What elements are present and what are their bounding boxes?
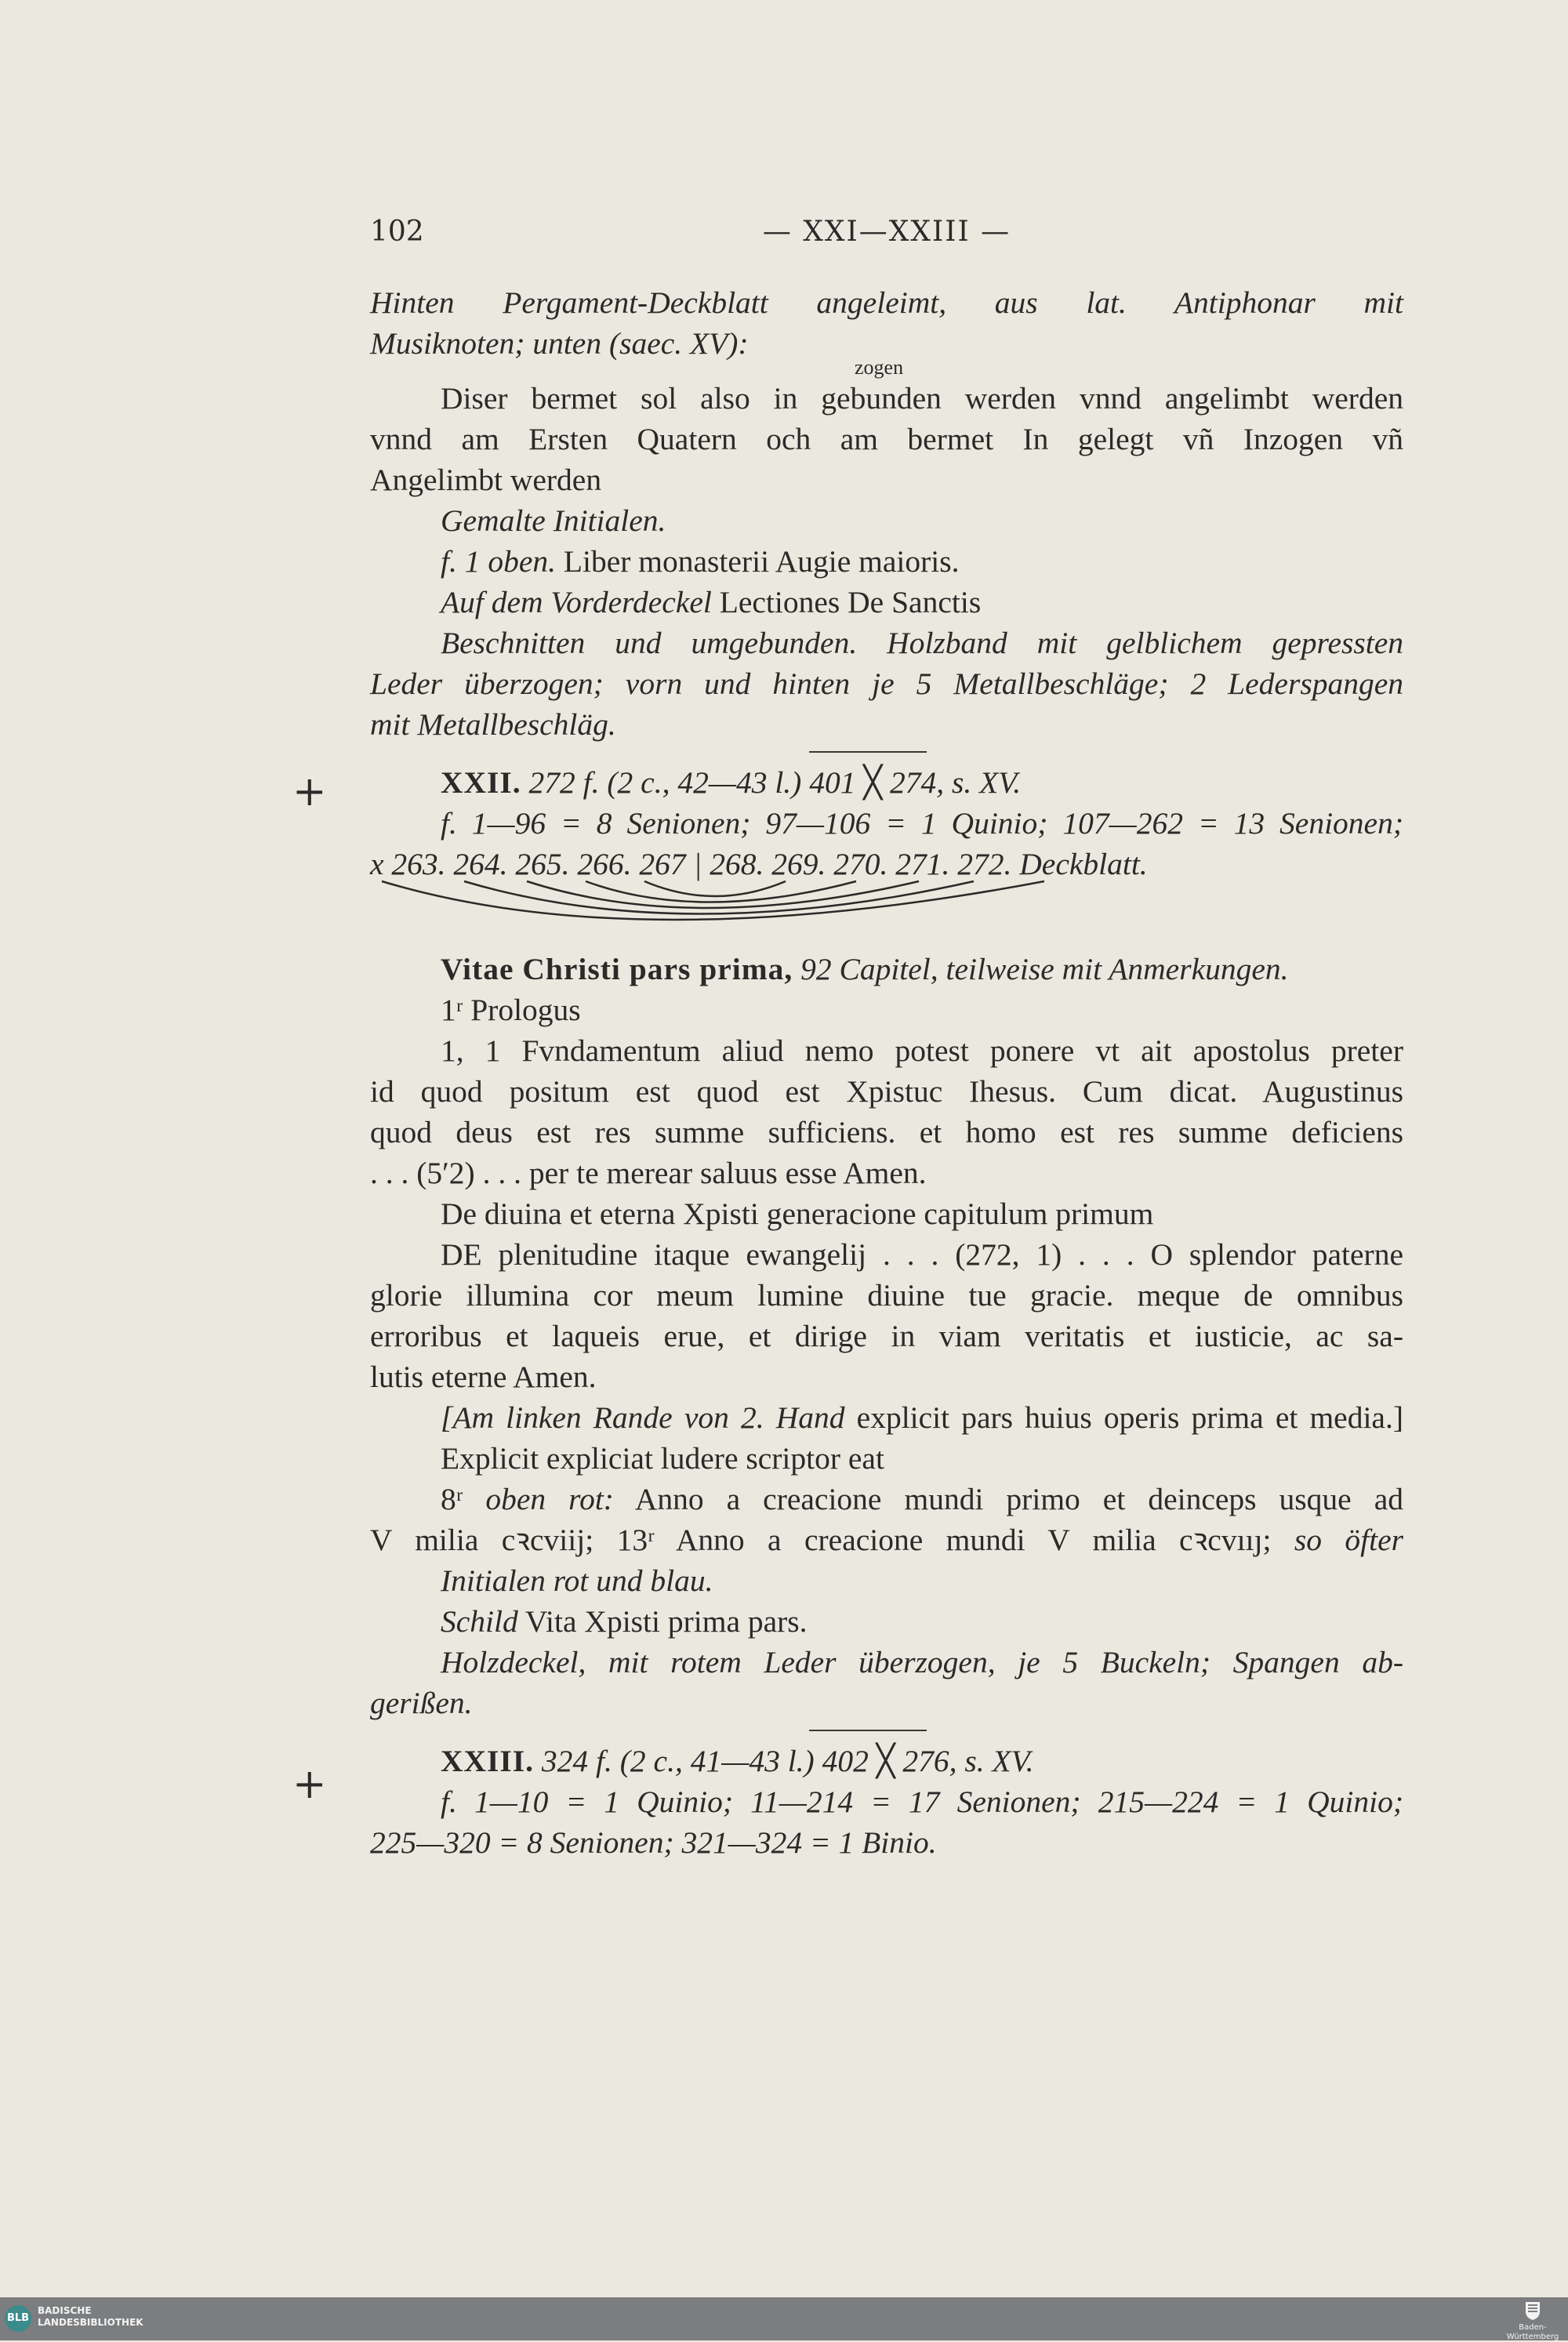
text-line: glorie illumina cor meum lumine diuine tue gracie. meque de omnibus (370, 1278, 1403, 1313)
text-span: 92 Capitel, teilweise mit Anmerkungen. (800, 952, 1289, 986)
text-line (370, 949, 1403, 989)
text-line: gerißen. (370, 1686, 473, 1720)
page-number: 102 (370, 216, 424, 248)
entry-number: XXIII. (441, 1744, 535, 1778)
text-line: Gemalte Initialen. (441, 503, 666, 538)
text-line (370, 582, 1403, 623)
text-line (370, 541, 1403, 582)
main-text (370, 282, 1403, 1863)
text-line: Initialen rot und blau. (441, 1563, 713, 1598)
entry-number: XXII. (441, 765, 521, 800)
running-title: — XXI—XXIII — (762, 216, 1011, 248)
quire-diagram (370, 880, 1295, 949)
state-name: Baden-Württemberg (1506, 2323, 1559, 2341)
text-span: Anno a creacione mundi primo et deinceps usque ad (634, 1482, 1404, 1516)
entry-heading-xxiii (370, 1741, 1403, 1781)
text-line: f. 1—10 = 1 Quinio; 11—214 = 17 Senionen; 215—224 = 1 Quinio; (441, 1785, 1403, 1819)
text-line: . . . (5ʹ2) . . . per te merear saluus esse Amen. (370, 1156, 927, 1190)
blb-logo-icon[interactable]: BLB (5, 2305, 31, 2332)
text-span: 8ʳ (441, 1482, 463, 1516)
text-line: DE plenitudine itaque ewangelij . . . (272, 1) . . . O splendor paterne (441, 1237, 1403, 1272)
text-span: V milia cꝛcviij; 13ʳ Anno a creacione mundi V milia cꝛcvııȷ; (370, 1523, 1272, 1557)
text-line: erroribus et laqueis erue, et dirige in viam veritatis et iusticie, ac sa- (370, 1319, 1403, 1353)
entry-description: 324 f. (2 c., 41—43 l.) 402 ╳ 276, s. XV. (541, 1744, 1034, 1778)
quire-arc (527, 881, 919, 908)
text-span: Vitae Christi pars prima, (441, 952, 793, 986)
text-line: Leder überzogen; vorn und hinten je 5 Metallbeschläge; 2 Lederspangen (370, 666, 1403, 701)
text-span: Liber monasterii Augie maioris. (563, 544, 960, 579)
text-line: Hinten Pergament-Deckblatt angeleimt, aus lat. Antiphonar mit (370, 285, 1403, 320)
section-divider (809, 1730, 927, 1731)
library-name-line: BADISCHE (38, 2305, 92, 2316)
text-span: explicit pars huius operis prima et media.] (856, 1400, 1403, 1435)
footer-bar (0, 2297, 1568, 2340)
entry-heading-xxii (370, 762, 1403, 803)
text-line: Holzdeckel, mit rotem Leder überzogen, je 5 Buckeln; Spangen ab- (441, 1645, 1403, 1679)
text-span: Auf dem Vorderdeckel (441, 585, 712, 619)
text-line: 1ʳ Prologus (441, 993, 581, 1027)
section-divider (809, 751, 927, 753)
text-line: lutis eterne Amen. (370, 1360, 597, 1394)
coat-of-arms-icon (1524, 2300, 1541, 2321)
text-line (370, 1397, 1403, 1438)
plus-marker: + (292, 1761, 327, 1808)
plus-marker: + (292, 768, 327, 815)
text-line: Musiknoten; unten (saec. XV): (370, 326, 749, 361)
leaf-list: x 263. 264. 265. 266. 267 | 268. 269. 270. 271. 272. Deckblatt. (370, 847, 1148, 881)
library-name (38, 2305, 143, 2329)
text-span: f. 1 oben. (441, 544, 557, 579)
page-header (370, 216, 1403, 255)
text-line: 1, 1 Fvndamentum aliud nemo potest ponere vt ait apostolus preter (441, 1033, 1403, 1068)
library-name-line: LANDESBIBLIOTHEK (38, 2317, 143, 2328)
text-line: Angelimbt werden (370, 463, 602, 497)
text-line: quod deus est res summe sufficiens. et homo est res summe deficiens (370, 1115, 1403, 1149)
text-line: mit Metallbeschläg. (370, 707, 616, 742)
text-line: Beschnitten und umgebunden. Holzband mit gelblichem gepressten (441, 626, 1403, 660)
text-span: Lectiones De Sanctis (719, 585, 982, 619)
text-span: Schild (441, 1604, 518, 1639)
text-line: De diuina et eterna Xpisti generacione capitulum primum (441, 1196, 1154, 1231)
text-line: Explicit expliciat ludere scriptor eat (441, 1441, 884, 1476)
text-span: so öfter (1294, 1523, 1403, 1557)
text-line (370, 1479, 1403, 1520)
text-span: Vita Xpisti prima pars. (524, 1604, 808, 1639)
text-line (370, 1520, 1403, 1560)
text-span: [Am linken Rande von 2. Hand (441, 1400, 845, 1435)
text-line: 225—320 = 8 Senionen; 321—324 = 1 Binio. (370, 1825, 937, 1860)
text-line (370, 1601, 1403, 1642)
entry-description: 272 f. (2 c., 42—43 l.) 401 ╳ 274, s. XV. (528, 765, 1022, 800)
text-span: oben rot: (485, 1482, 614, 1516)
text-line: f. 1—96 = 8 Senionen; 97—106 = 1 Quinio; 107—262 = 13 Senionen; (441, 806, 1403, 841)
state-logo (1505, 2300, 1560, 2342)
interlinear-note: zogen (855, 356, 904, 379)
text-line: id quod positum est quod est Xpistuc Ihesus. Cum dicat. Augustinus (370, 1074, 1403, 1109)
text-line: vnnd am Ersten Quatern och am bermet In gelegt vñ Inzogen vñ (370, 422, 1403, 456)
text-line: Diser bermet sol also in gebunden werden vnnd angelimbt werden (441, 381, 1403, 416)
